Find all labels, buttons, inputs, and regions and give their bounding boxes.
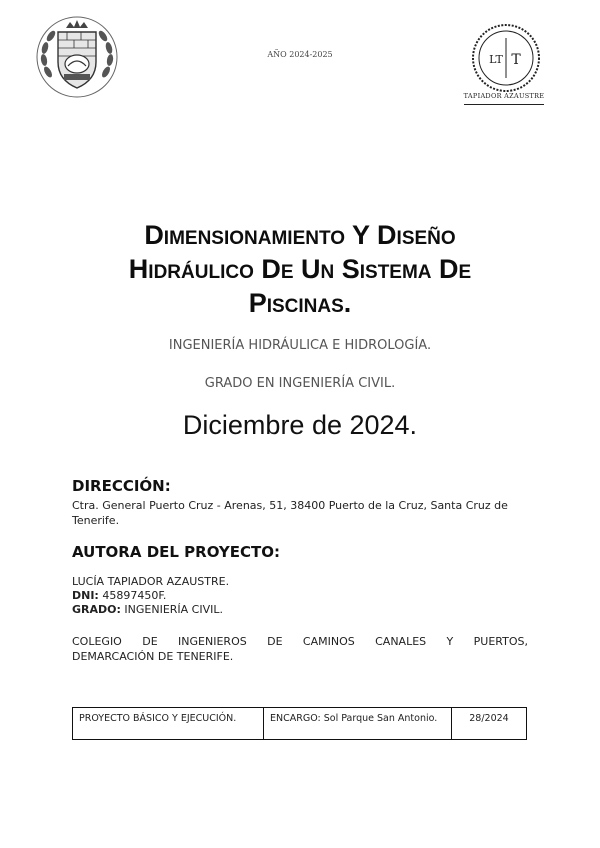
grado-label: GRADO: [72, 603, 121, 616]
author-dni [72, 589, 528, 603]
logo-underline [464, 104, 544, 105]
document-date: Diciembre de 2024. [182, 410, 418, 440]
table-row [73, 708, 527, 740]
title-line-3: Piscinas. [248, 288, 352, 318]
logo-letters-right: T [511, 52, 521, 68]
grado-value: INGENIERÍA CIVIL. [124, 603, 224, 616]
degree-name: GRADO EN INGENIERÍA CIVIL. [204, 376, 396, 391]
project-info-table [72, 707, 527, 740]
title-line-2: Hidráulico De Un Sistema De [128, 254, 472, 284]
author-details [72, 575, 528, 617]
author-heading: AUTORA DEL PROYECTO: [72, 543, 281, 561]
academic-year-label: AÑO 2024-2025 [267, 50, 333, 59]
author-name: LUCÍA TAPIADOR AZAUSTRE. [72, 575, 230, 588]
college-line-2: DEMARCACIÓN DE TENERIFE. [72, 650, 234, 663]
course-subject: INGENIERÍA HIDRÁULICA E HIDROLOGÍA. [168, 338, 432, 353]
college-line-1: COLEGIO DE INGENIEROS DE CAMINOS CANALES Y PUERTOS, [72, 635, 528, 648]
author-degree [72, 603, 528, 617]
dni-value: 45897450F. [102, 589, 167, 602]
project-number-cell: 28/2024 [452, 708, 527, 740]
address-text: Ctra. General Puerto Cruz - Arenas, 51, 38400 Puerto de la Cruz, Santa Cruz de Tenerife. [72, 499, 508, 527]
project-type-cell: PROYECTO BÁSICO Y EJECUCIÓN. [73, 708, 264, 740]
title-line-1: Dimensionamiento Y Diseño [144, 220, 456, 250]
address-heading: DIRECCIÓN: [72, 477, 171, 495]
college-affiliation [72, 634, 528, 664]
dni-label: DNI: [72, 589, 99, 602]
logo-letters-left: LT [489, 53, 503, 66]
document-title [60, 218, 540, 320]
commission-cell: ENCARGO: Sol Parque San Antonio. [264, 708, 452, 740]
logo-caption: TAPIADOR AZAUSTRE [463, 92, 545, 100]
